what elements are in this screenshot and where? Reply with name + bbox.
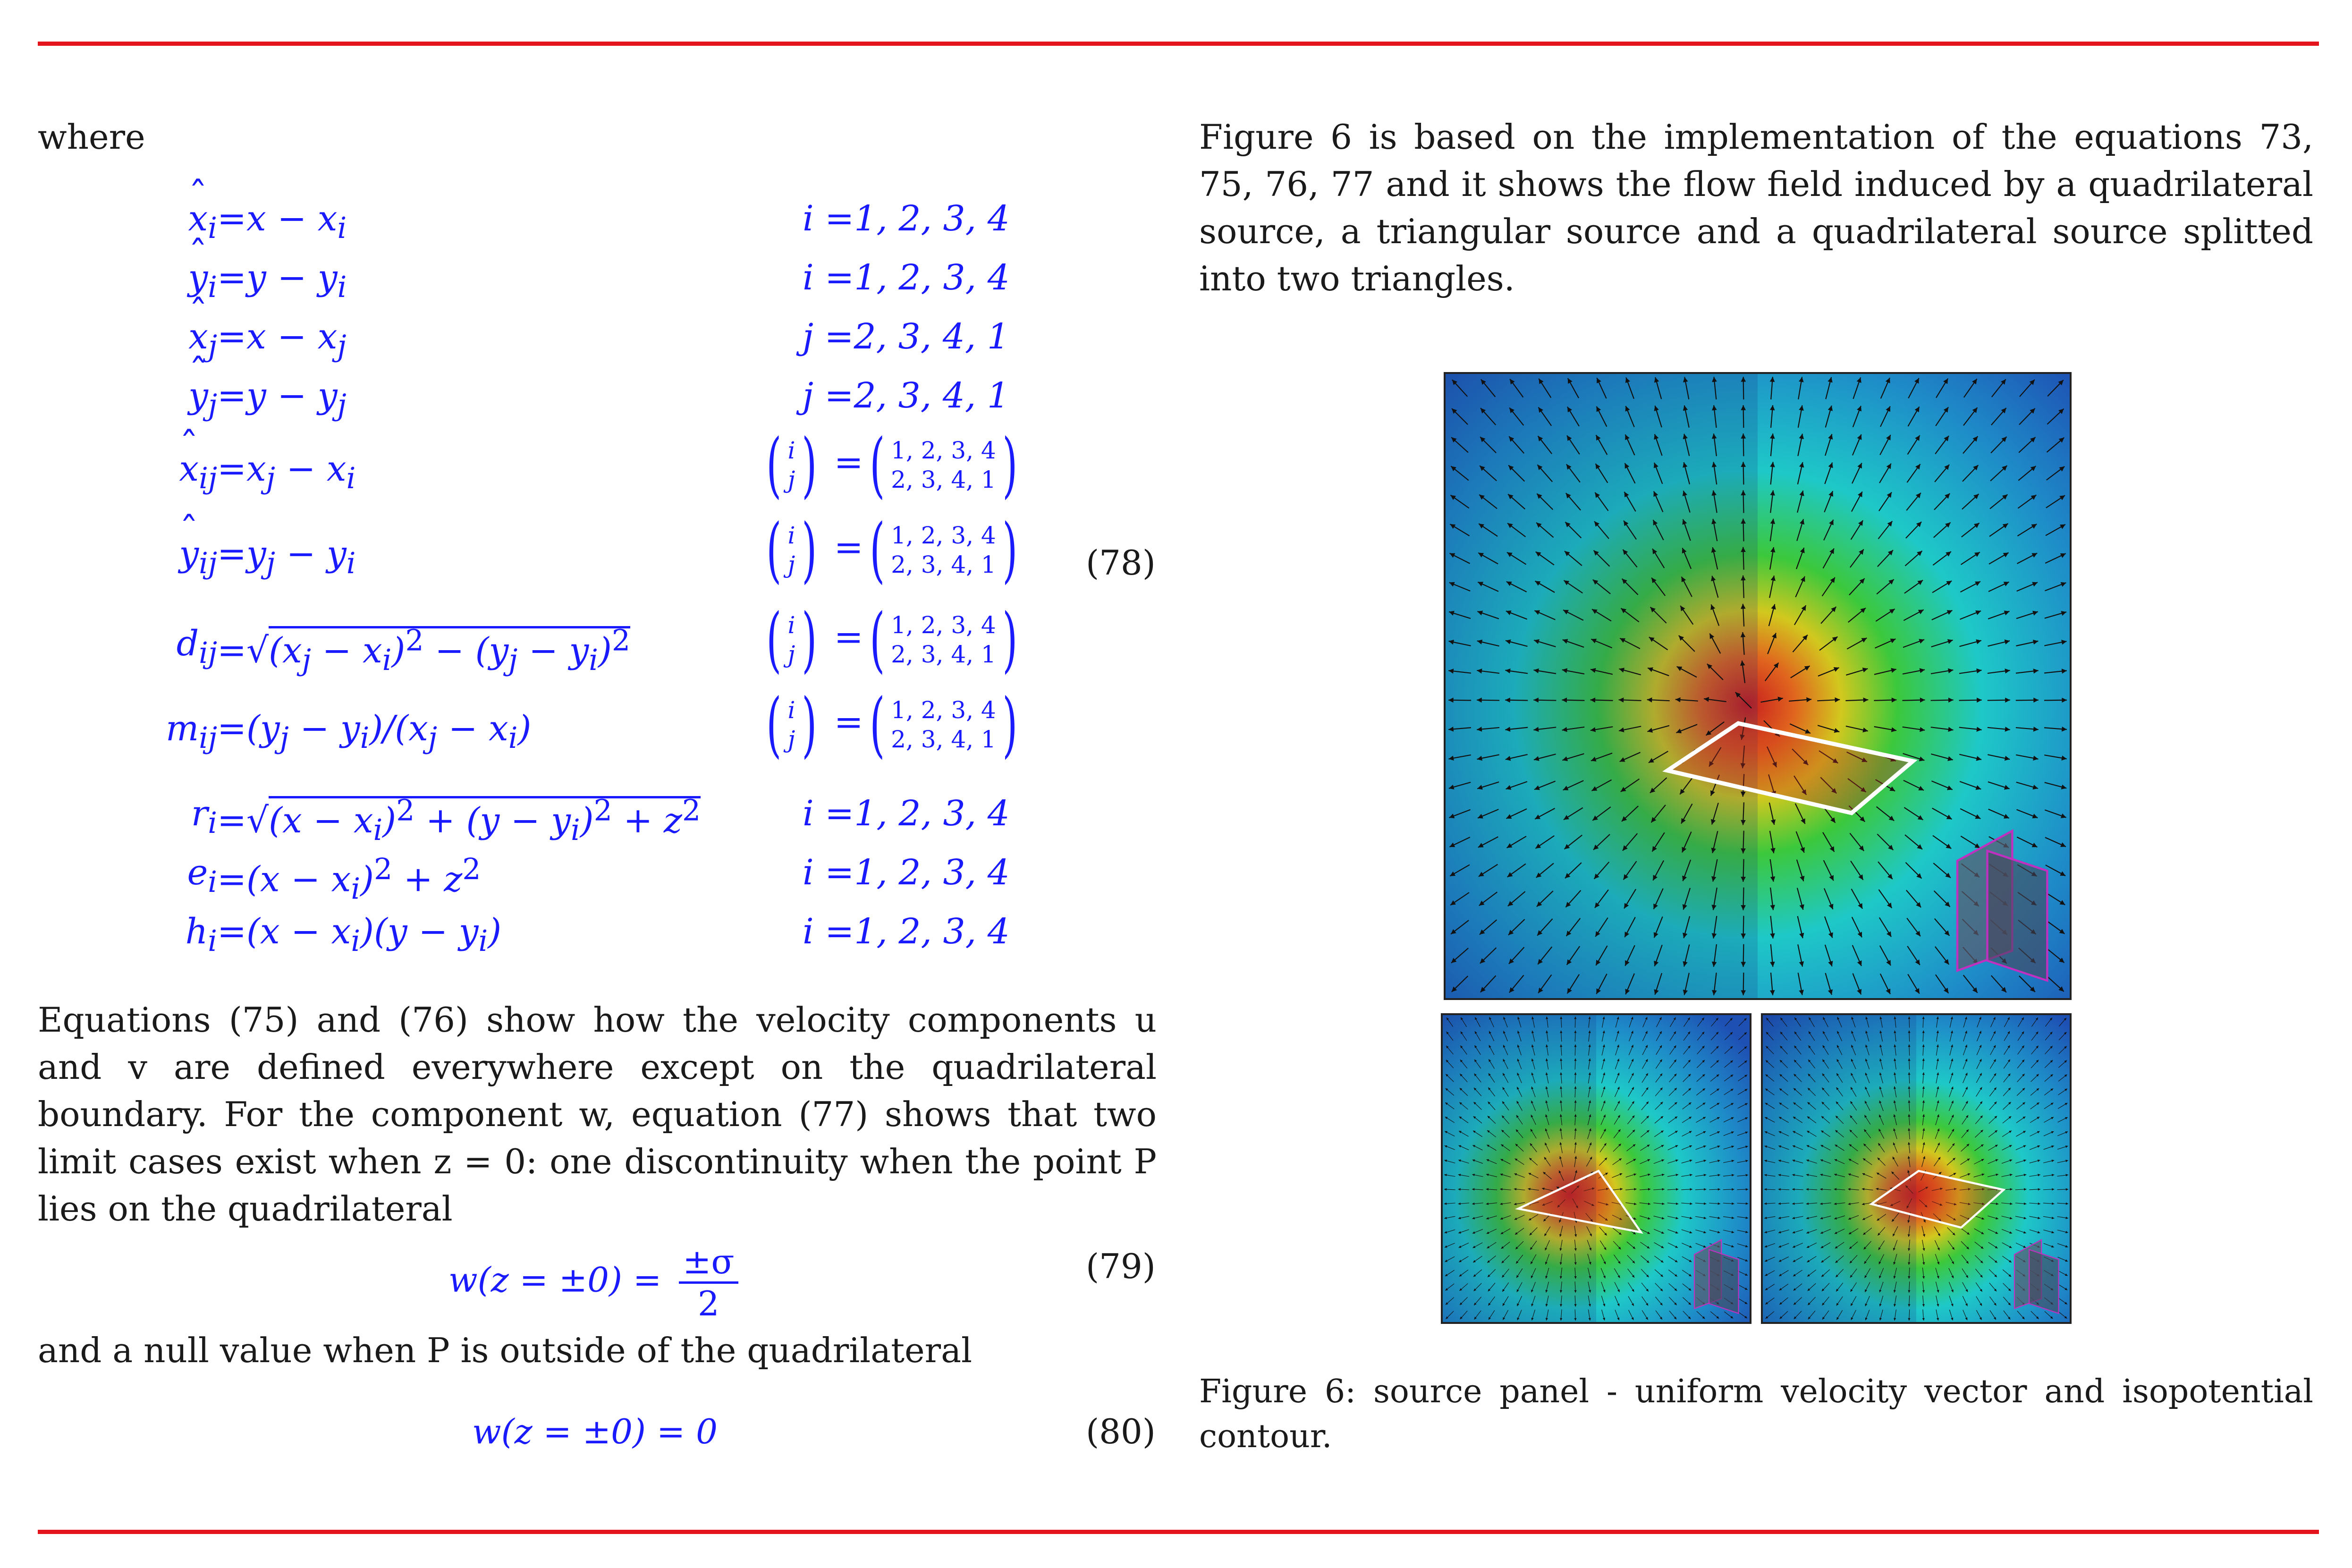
equation-condition: ( i j ) =( 1, 2, 3, 4 2, 3, 4, 1 ) bbox=[766, 684, 1018, 766]
equation-79-numerator: ±σ bbox=[679, 1242, 738, 1284]
flow-field-split-quadrilateral-image bbox=[1763, 1015, 2070, 1322]
flow-field-triangle-image bbox=[1443, 1015, 1750, 1322]
figure-intro-paragraph: Figure 6 is based on the implementation of the equations 73, 75, 76, 77 and it shows the flow field induced by a quadrilateral source, a triangular source and a quadrilateral source splitted into two triangles. bbox=[1199, 117, 2313, 298]
equation-row bbox=[0, 257, 1062, 309]
equation-row bbox=[0, 198, 1062, 250]
equation-condition: i =1, 2, 3, 4 bbox=[803, 257, 1010, 298]
equation-number-78: (78) bbox=[1086, 543, 1156, 583]
equation-rhs: $=√(x - x_i)^2 + (y - y_i)^2 + z^2$ bbox=[217, 793, 701, 847]
flow-field-quadrilateral-image bbox=[1446, 374, 2070, 998]
equation-lhs: ˆ $y_i$ bbox=[188, 257, 217, 304]
equation-lhs: ˆ $x_j$ bbox=[188, 316, 217, 363]
equation-lhs: $m_{ij}$ bbox=[165, 708, 217, 755]
equation-row bbox=[0, 316, 1062, 368]
equation-rhs: $=(y_j - y_i)/(x_j - x_i)$ bbox=[217, 708, 532, 755]
figure-6-main-panel bbox=[1444, 372, 2072, 1000]
equation-lhs: ˆ $y_{ij}$ bbox=[179, 534, 217, 580]
equation-lhs: $h_i$ bbox=[185, 911, 217, 958]
where-label: where bbox=[38, 117, 145, 157]
equation-79-fraction bbox=[679, 1242, 738, 1323]
equation-79 bbox=[448, 1242, 738, 1323]
equation-condition: ( i j ) =( 1, 2, 3, 4 2, 3, 4, 1 ) bbox=[766, 599, 1018, 681]
equation-row bbox=[0, 424, 1062, 506]
equation-row bbox=[0, 852, 1062, 904]
equation-79-left: w(z = ±0) = bbox=[448, 1260, 662, 1300]
equation-condition: i =1, 2, 3, 4 bbox=[803, 198, 1010, 239]
figure-6-caption: Figure 6: source panel - uniform velocity vector and isopotential contour. bbox=[1199, 1373, 2313, 1455]
equation-lhs: $d_{ij}$ bbox=[176, 623, 217, 670]
equation-lhs: $r_i$ bbox=[191, 793, 217, 840]
equation-number-79: (79) bbox=[1086, 1246, 1156, 1286]
equation-condition: ( i j ) =( 1, 2, 3, 4 2, 3, 4, 1 ) bbox=[766, 424, 1018, 506]
equation-condition: i =1, 2, 3, 4 bbox=[803, 852, 1010, 893]
equation-condition: j =2, 3, 4, 1 bbox=[803, 375, 1009, 416]
equation-79-denominator: 2 bbox=[697, 1284, 719, 1323]
equation-rhs: $=x_j - x_i$ bbox=[217, 449, 356, 495]
figure-6-right-subpanel bbox=[1761, 1013, 2072, 1324]
equation-condition: j =2, 3, 4, 1 bbox=[803, 316, 1009, 357]
equation-rhs: $=(x - x_i)^2 + z^2$ bbox=[217, 852, 481, 906]
equation-row bbox=[0, 375, 1062, 427]
equation-condition: i =1, 2, 3, 4 bbox=[803, 911, 1010, 952]
equation-row bbox=[0, 509, 1062, 591]
equation-row bbox=[0, 599, 1062, 681]
equation-rhs: $=x - x_i$ bbox=[217, 198, 347, 245]
equation-row bbox=[0, 684, 1062, 766]
equation-rhs: $=y - y_j$ bbox=[217, 375, 347, 422]
equation-rhs: $=y_j - y_i$ bbox=[217, 534, 356, 580]
bottom-rule bbox=[38, 1530, 2319, 1534]
equation-80: w(z = ±0) = 0 bbox=[472, 1412, 718, 1451]
equation-rhs: $=x - x_j$ bbox=[217, 316, 347, 363]
top-rule bbox=[38, 42, 2319, 46]
equation-rhs: $=√(x_j - x_i)^2 - (y_j - y_i)^2$ bbox=[217, 623, 631, 677]
equation-lhs: ˆ $y_j$ bbox=[188, 375, 217, 422]
figure-6-left-subpanel bbox=[1441, 1013, 1751, 1324]
paragraph-null-value: and a null value when P is outside of the quadrilateral bbox=[38, 1331, 973, 1370]
equation-number-80: (80) bbox=[1086, 1412, 1156, 1451]
equation-rhs: $=(x - x_i)(y - y_i)$ bbox=[217, 911, 502, 958]
equation-condition: i =1, 2, 3, 4 bbox=[803, 793, 1010, 834]
paragraph-velocity-components: Equations (75) and (76) show how the velocity components u and v are defined everywhere except on the quadrilateral boundary. For the component w, equation (77) shows that two limit cases exist when z = 0: one discontinuity when the point P lies on the quadrilateral bbox=[38, 1000, 1157, 1229]
equation-condition: ( i j ) =( 1, 2, 3, 4 2, 3, 4, 1 ) bbox=[766, 509, 1018, 591]
equation-row bbox=[0, 793, 1062, 845]
equation-lhs: ˆ $x_{ij}$ bbox=[179, 449, 217, 495]
equation-lhs: ˆ $x_i$ bbox=[188, 198, 217, 245]
equation-row bbox=[0, 911, 1062, 963]
equation-rhs: $=y - y_i$ bbox=[217, 257, 347, 304]
equation-lhs: $e_i$ bbox=[187, 852, 217, 899]
